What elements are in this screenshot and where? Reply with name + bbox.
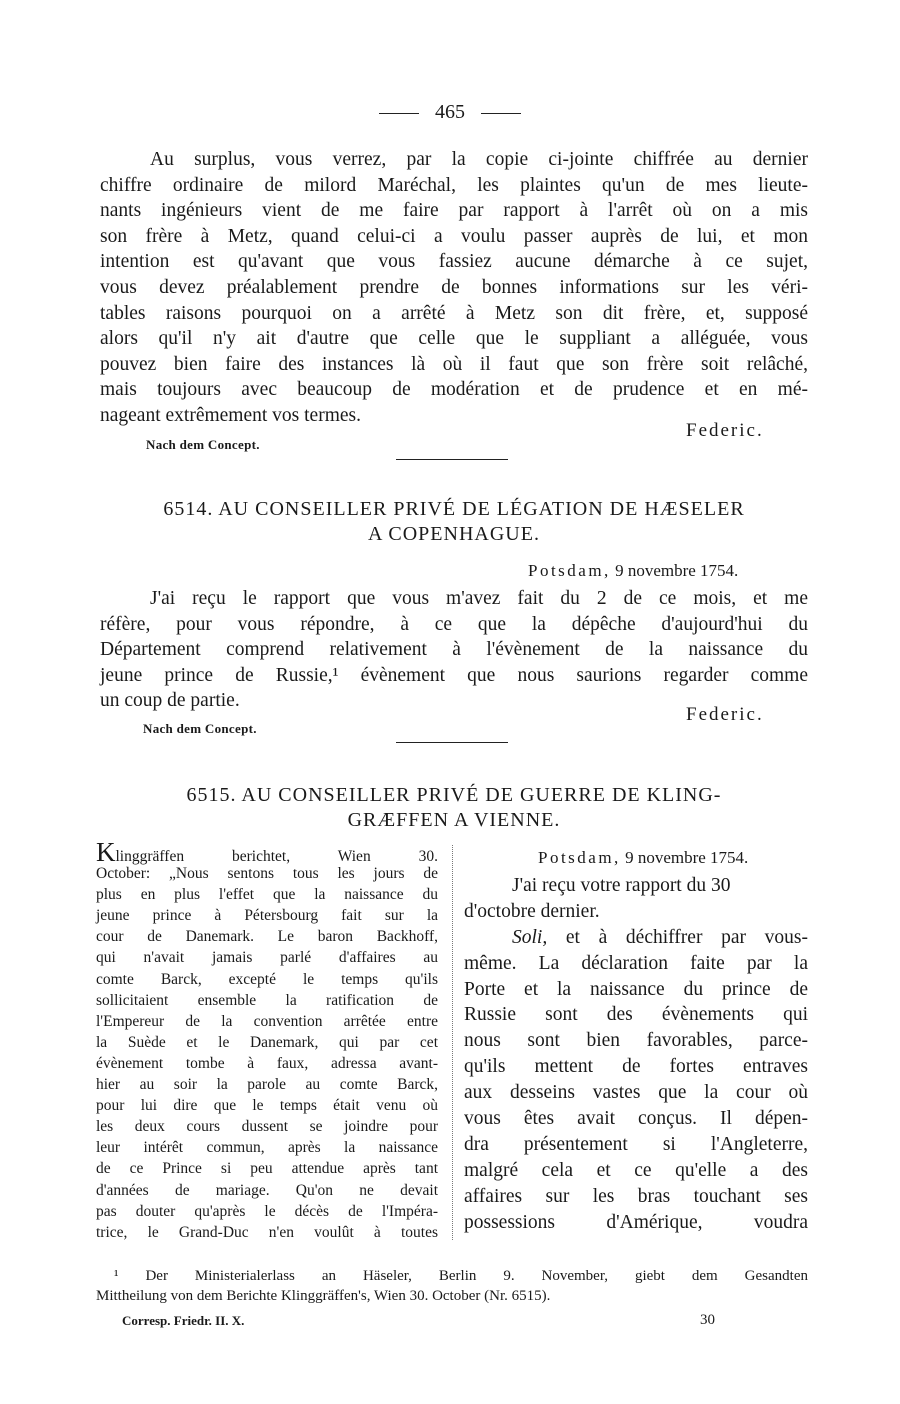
text-line: Au surplus, vous verrez, par la copie ci-jointe chiffrée au dernier [150, 149, 808, 170]
text-line: J'ai reçu votre rapport du 30 [512, 875, 731, 896]
text-line: nants ingénieurs vient de me faire par rapport à l'arrêt où on a mis [100, 200, 808, 222]
summary-line: cour de Danemark. Le baron Backhoff, [96, 928, 438, 946]
summary-line: d'années de mariage. Qu'on ne devait [96, 1181, 438, 1199]
summary-line: hier au soir la parole au comte Barck, [96, 1076, 438, 1094]
text-line: dra présentement si l'Angleterre, [464, 1133, 808, 1155]
dateline [538, 848, 748, 868]
summary-line: qui n'avait jamais parlé d'affaires au [96, 949, 438, 967]
summary-line: leur intérêt commun, après la naissance [96, 1139, 438, 1157]
summary-line: October: „Nous sentons tous les jours de [96, 865, 438, 883]
text-line: vous devez préalablement prendre de bonnes informations sur les véri- [100, 276, 808, 298]
summary-line: Klinggräffen berichtet, Wien 30. [96, 837, 438, 867]
text-line: Porte et la naissance du prince de [464, 978, 808, 1000]
date: 9 novembre 1754. [615, 561, 739, 580]
text-line: Département comprend relativement à l'évènement de la naissance du [100, 639, 808, 661]
text-line: affaires sur les bras touchant ses [464, 1185, 808, 1207]
summary-line: trice, le Grand-Duc n'en voulût à toutes [96, 1223, 438, 1241]
summary-line: pour lui dire que le temps était venu où [96, 1097, 438, 1115]
heading-line: 6514. AU CONSEILLER PRIVÉ DE LÉGATION DE HÆSELER [163, 498, 745, 520]
summary-line: de ce Prince si peu attendue après tant [96, 1160, 438, 1178]
text-line: possessions d'Amérique, voudra [464, 1211, 808, 1233]
text-line: alors qu'il n'y ait d'autre que celle que le suppliant a alléguée, vous [100, 328, 808, 350]
text-line: d'octobre dernier. [464, 900, 600, 922]
summary-line: évènement tombe à faux, adressa avant- [96, 1054, 438, 1072]
text-line: réfère, pour vous répondre, à ce que la dépêche d'aujourd'hui du [100, 613, 808, 635]
footer-signature-mark: 30 [700, 1312, 715, 1328]
letter-6514-text [100, 586, 808, 714]
page-header [0, 101, 900, 124]
heading-line: A COPENHAGUE. [368, 523, 540, 545]
date: 9 novembre 1754. [625, 848, 749, 867]
signature: Federic. [686, 704, 764, 725]
text-line: chiffre ordinaire de milord Maréchal, les plaintes qu'un de mes lieute- [100, 174, 808, 196]
summary-column [96, 837, 438, 1243]
text-line: intention est qu'avant que vous fassiez aucune démarche à ce sujet, [100, 251, 808, 273]
source-note: Nach dem Concept. [143, 721, 257, 736]
summary-line: comte Barck, excepté le temps qu'ils [96, 970, 438, 988]
text-line: J'ai reçu le rapport que vous m'avez fait du 2 de ce mois, et me [150, 588, 808, 609]
section-divider [396, 459, 508, 460]
footnote-line: ¹ Der Ministerialerlass an Häseler, Berlin 9. November, giebt dem Gesandten [114, 1268, 808, 1284]
column-divider [452, 845, 453, 1240]
text-line: vous êtes avait conçus. Il dépen- [464, 1108, 808, 1130]
footnote-line: Mittheilung von dem Berichte Klinggräffen's, Wien 30. October (Nr. 6515). [96, 1288, 551, 1304]
letter-6515-heading [100, 783, 808, 833]
text-line: tables raisons pourquoi on a arrêté à Metz son dit frère, et, supposé [100, 302, 808, 324]
text-line: même. La déclaration faite par la [464, 952, 808, 974]
text-line: Soli, et à déchiffrer par vous- [512, 926, 808, 948]
text-line: jeune prince de Russie,¹ évènement que nous saurions regarder comme [100, 664, 808, 686]
footnote [96, 1266, 808, 1306]
text-line: nous sont bien favorables, parce- [464, 1030, 808, 1052]
text-line: nageant extrêmement vos termes. [100, 404, 361, 426]
summary-line: l'Empereur de la convention arrêtée entre [96, 1012, 438, 1030]
section-divider [396, 742, 508, 743]
drop-cap: K [96, 837, 116, 867]
text-line: aux desseins vastes que la cour où [464, 1082, 808, 1104]
text-line: mais toujours avec beaucoup de modération et de prudence et en mé- [100, 379, 808, 401]
text-line: son frère à Metz, quand celui-ci a voulu passer auprès de lui, et mon [100, 225, 808, 247]
summary-line: les deux cours dussent se joindre pour [96, 1118, 438, 1136]
heading-line: 6515. AU CONSEILLER PRIVÉ DE GUERRE DE KLING- [186, 784, 722, 806]
dateline [528, 561, 738, 581]
text-line: qu'ils mettent de fortes entraves [464, 1056, 808, 1078]
text-line: Russie sont des évènements qui [464, 1004, 808, 1026]
heading-line: GRÆFFEN A VIENNE. [347, 809, 561, 831]
letter-6514-heading [100, 497, 808, 547]
text-line: un coup de partie. [100, 690, 240, 712]
footer-citation: Corresp. Friedr. II. X. [122, 1313, 245, 1328]
summary-line: plus en plus l'effet que la naissance du [96, 886, 438, 904]
summary-line: la Suède et le Danemark, qui par cet [96, 1033, 438, 1051]
summary-line: jeune prince à Pétersbourg fait sur la [96, 907, 438, 925]
date-place: Potsdam, [528, 561, 611, 580]
letter-6515-text [464, 873, 808, 1235]
text-line: pouvez bien faire des instances là où il faut que son frère soit relâché, [100, 353, 808, 375]
date-place: Potsdam, [538, 848, 621, 867]
summary-line: sollicitaient ensemble la ratification de [96, 991, 438, 1009]
letter-6513-text [100, 147, 808, 429]
source-note: Nach dem Concept. [146, 437, 260, 452]
text-line: malgré cela et ce qu'elle a des [464, 1159, 808, 1181]
summary-line: pas douter qu'après le décès de l'Impéra- [96, 1202, 438, 1220]
page-number: 465 [435, 101, 465, 123]
signature: Federic. [686, 420, 764, 441]
emphasis-word: Soli, [512, 926, 548, 948]
